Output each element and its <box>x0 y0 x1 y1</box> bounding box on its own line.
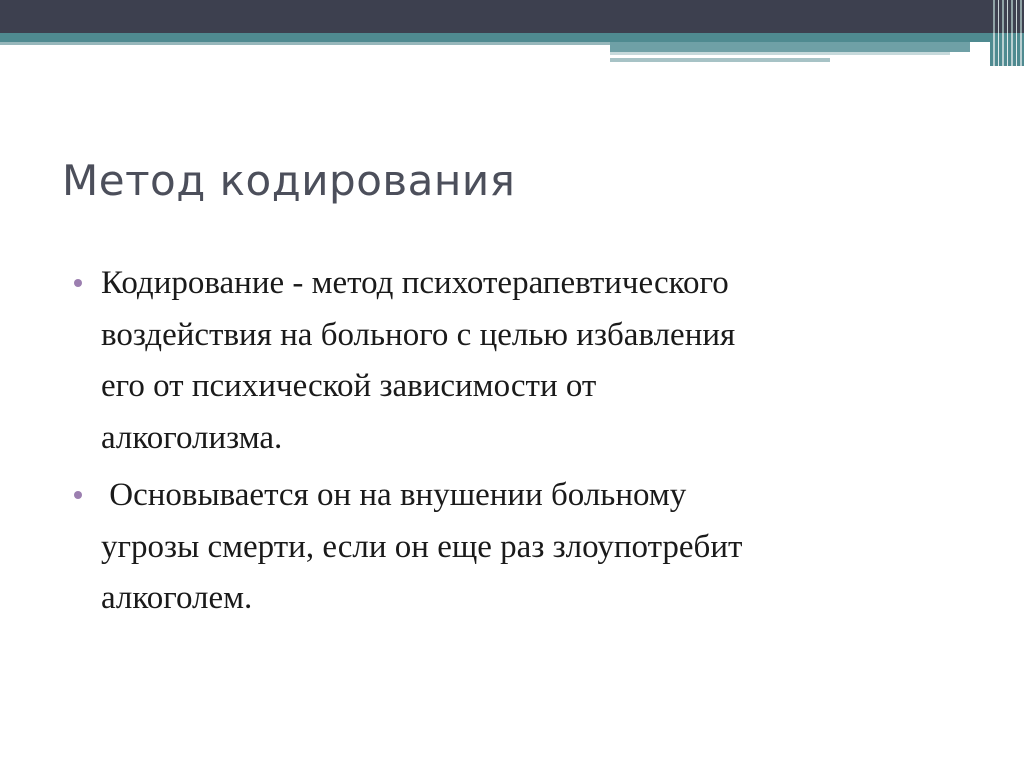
round-bullet-icon <box>74 279 82 287</box>
bullet-text-line: его от психической зависимости от <box>101 368 597 404</box>
bullet-text-line: угрозы смерти, если он еще раз злоупотребит <box>101 528 743 565</box>
header-accent-block <box>610 42 970 52</box>
bullet-text-line: воздействия на больного с целью избавления <box>101 316 736 353</box>
header-accent-light-line <box>610 52 950 55</box>
bullet-text-line: Кодирование - метод психотерапевтического <box>101 265 729 301</box>
header-accent-thin-line <box>610 58 830 62</box>
bullet-text-line: алкоголем. <box>101 580 253 616</box>
round-bullet-icon <box>74 491 82 499</box>
slide-title: Метод кодирования <box>62 156 516 205</box>
bullet-text-line: алкоголизма. <box>101 419 283 456</box>
bullet-list <box>74 258 974 625</box>
bullet-item <box>74 258 974 464</box>
header-stripes-low <box>990 33 1024 66</box>
header-accent-line <box>0 42 610 45</box>
header-teal-bar <box>0 33 1024 42</box>
bullet-text-line: Основывается он на внушении больному <box>101 477 687 513</box>
header-dark-bar <box>0 0 1024 33</box>
bullet-item <box>74 470 974 625</box>
